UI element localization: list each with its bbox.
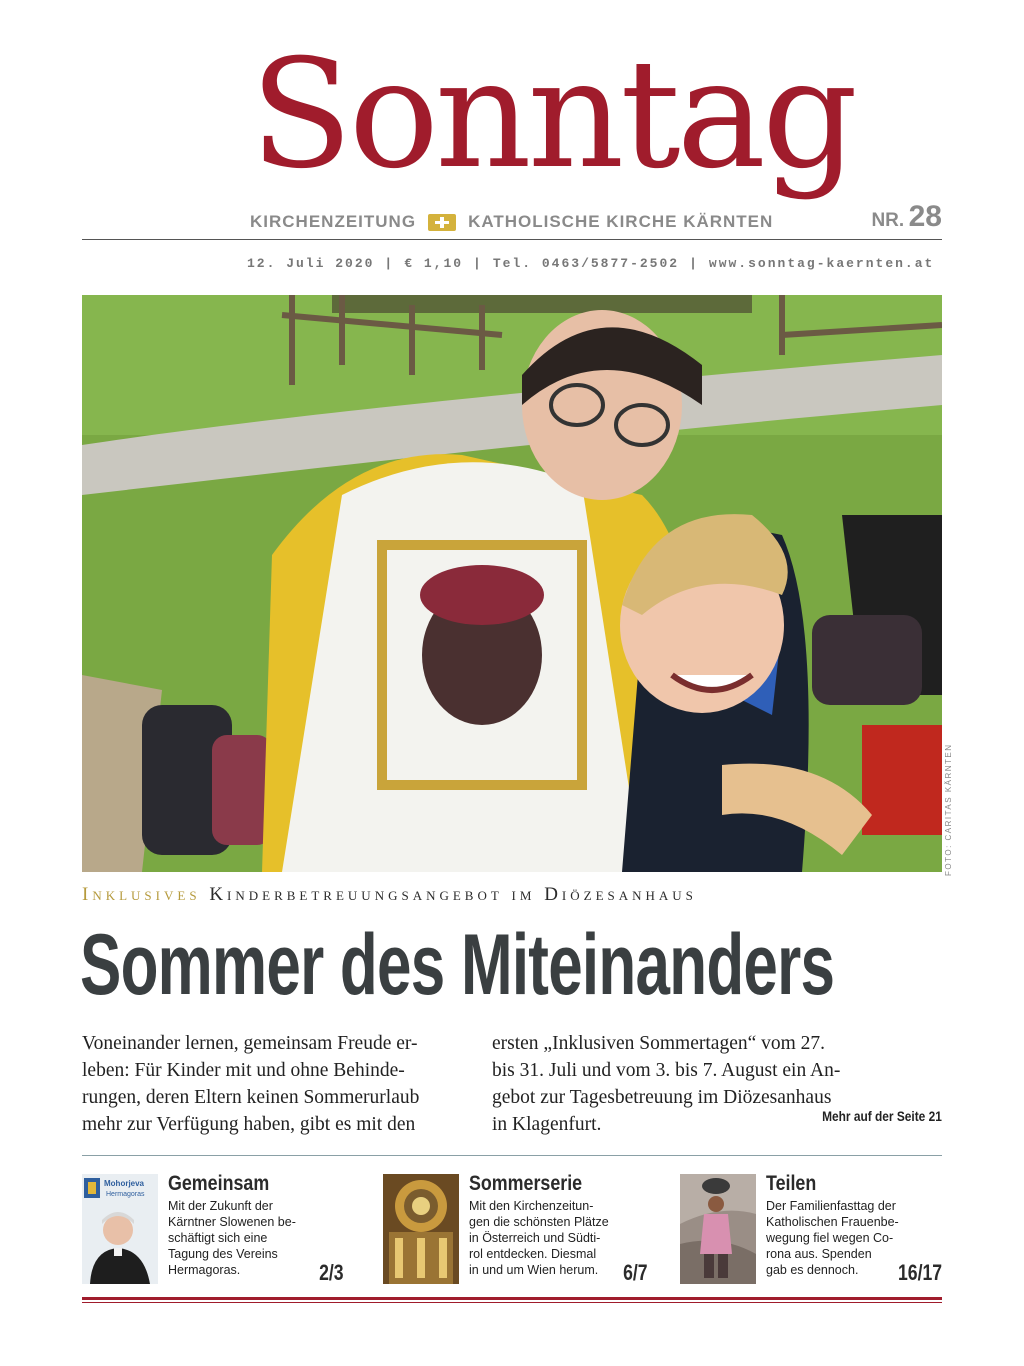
teaser-line: Mit der Zukunft der — [168, 1199, 273, 1213]
teaser-line: Hermagoras. — [168, 1263, 241, 1277]
info-line: 12. Juli 2020 | € 1,10 | Tel. 0463/5877-2502 | www.sonntag-kaernten.at — [247, 256, 935, 271]
issue-label: NR. — [871, 210, 905, 231]
cover-photo — [82, 295, 942, 872]
teaser-line: Der Familienfasttag der — [766, 1199, 896, 1213]
masthead-subtitle-left: KIRCHENZEITUNG — [250, 212, 417, 231]
teaser-page: 16/17 — [897, 1260, 942, 1285]
thumb-label-1: Mohorjeva — [104, 1179, 145, 1188]
teaser-title: Teilen — [766, 1172, 817, 1195]
teaser-page: 2/3 — [319, 1260, 344, 1285]
contact-phone: Tel. 0463/5877-2502 — [492, 256, 680, 271]
teaser-line: rona aus. Spenden — [766, 1247, 872, 1261]
teaser-text — [168, 1198, 328, 1278]
teaser-line: gen die schönsten Plätze — [469, 1215, 609, 1229]
teaser-thumbnail — [82, 1174, 158, 1284]
section-divider — [82, 1155, 942, 1156]
lead-column-1 — [82, 1030, 467, 1138]
lead-line: leben: Für Kinder mit und ohne Behinde- — [82, 1060, 405, 1081]
issue-number — [871, 200, 942, 234]
teaser-line: in und um Wien herum. — [469, 1263, 599, 1277]
teaser-sommerserie[interactable] — [383, 1172, 648, 1284]
kicker-text: Kinderbetreuungsangebot im Diözesanhaus — [209, 884, 697, 905]
teaser-page: 6/7 — [623, 1260, 648, 1285]
masthead-subtitle-right: KATHOLISCHE KIRCHE KÄRNTEN — [468, 212, 774, 231]
lead-line: gebot zur Tagesbetreuung im Diözesanhaus — [492, 1087, 832, 1108]
lead-line: Voneinander lernen, gemeinsam Freude er- — [82, 1033, 418, 1054]
teaser-line: schäftigt sich eine — [168, 1231, 268, 1245]
lead-line: mehr zur Verfügung haben, gibt es mit den — [82, 1114, 416, 1135]
more-link[interactable]: Mehr auf der Seite 21 — [822, 1108, 942, 1124]
lead-column-2 — [492, 1030, 877, 1138]
photo-credit: FOTO: CARITAS KÄRNTEN — [944, 743, 953, 876]
teaser-thumbnail — [383, 1174, 459, 1284]
teaser-line: wegung fiel wegen Co- — [766, 1231, 894, 1245]
teaser-text — [469, 1198, 629, 1278]
teaser-line: Mit den Kirchenzeitun- — [469, 1199, 594, 1213]
lead-line: bis 31. Juli und vom 3. bis 7. August ein An- — [492, 1060, 841, 1081]
footer-rule-thin — [82, 1302, 942, 1303]
teaser-line: Kärntner Slowenen be- — [168, 1215, 296, 1229]
article-headline: Sommer des Miteinanders — [80, 917, 835, 1013]
masthead-subtitle — [250, 212, 773, 232]
teaser-line: rol entdecken. Diesmal — [469, 1247, 597, 1261]
cross-logo-icon — [428, 214, 456, 231]
teaser-gemeinsam[interactable] — [82, 1172, 344, 1284]
teaser-teilen[interactable] — [680, 1172, 942, 1284]
masthead-rule — [82, 239, 942, 240]
kicker-highlight: Inklusives — [82, 884, 201, 905]
issue-price: € 1,10 — [404, 256, 464, 271]
teaser-thumbnail — [680, 1174, 756, 1284]
teaser-line: Katholischen Frauenbe- — [766, 1215, 899, 1229]
teaser-line: in Österreich und Südti- — [469, 1231, 601, 1245]
website-link[interactable]: www.sonntag-kaernten.at — [708, 256, 935, 271]
teaser-line: gab es dennoch. — [766, 1263, 859, 1277]
masthead-title: Sonntag — [250, 28, 855, 202]
issue-date: 12. Juli 2020 — [247, 256, 375, 271]
article-kicker — [82, 884, 697, 906]
lead-line: rungen, deren Eltern keinen Sommerurlaub — [82, 1087, 420, 1108]
lead-line: ersten „Inklusiven Sommertagen“ vom 27. — [492, 1033, 826, 1054]
teaser-title: Sommerserie — [469, 1172, 583, 1195]
footer-rule — [82, 1297, 942, 1300]
lead-line: in Klagenfurt. — [492, 1114, 602, 1135]
teaser-line: Tagung des Vereins — [168, 1247, 278, 1261]
thumb-label-2: Hermagoras — [106, 1191, 145, 1198]
issue-number-value: 28 — [908, 200, 942, 233]
teaser-title: Gemeinsam — [168, 1172, 270, 1195]
